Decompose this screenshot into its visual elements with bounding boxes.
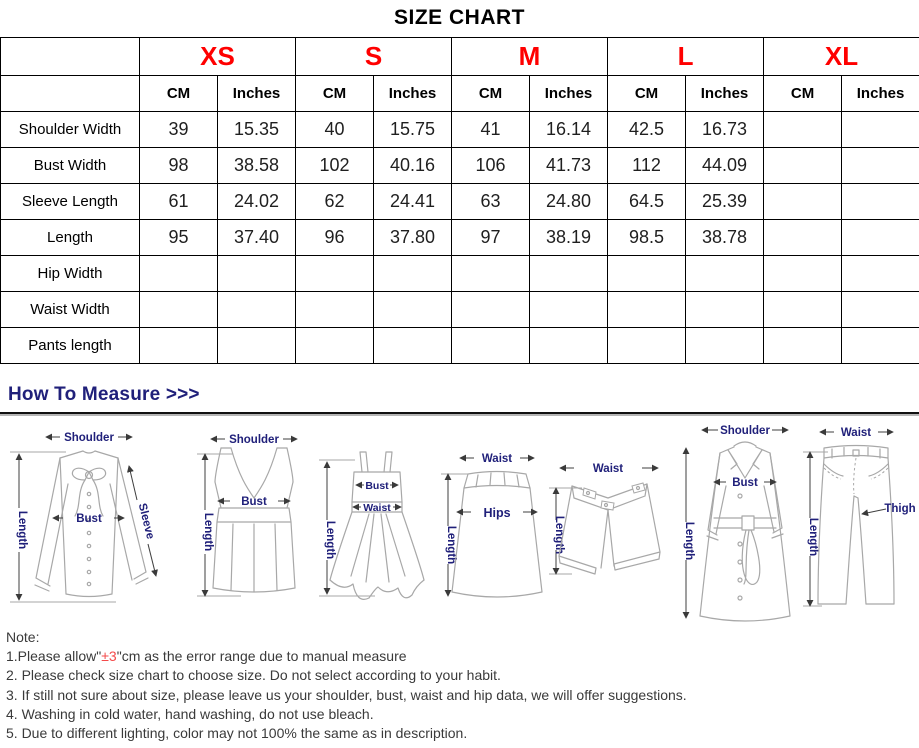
row-label: Sleeve Length xyxy=(1,184,140,220)
cell: 97 xyxy=(452,220,530,256)
cell xyxy=(608,328,686,364)
cell xyxy=(296,292,374,328)
shorts-diagram xyxy=(546,456,672,604)
table-row xyxy=(1,148,919,184)
waist-label: Waist xyxy=(481,453,513,465)
unit-header-row xyxy=(1,76,919,112)
cell: 40 xyxy=(296,112,374,148)
cell xyxy=(452,328,530,364)
cell: 38.78 xyxy=(686,220,764,256)
jeans-diagram xyxy=(800,422,918,620)
cell xyxy=(296,328,374,364)
cell xyxy=(452,292,530,328)
table-row xyxy=(1,256,919,292)
error-range-value: ±3 xyxy=(101,648,117,665)
length-label: Length xyxy=(202,512,214,552)
cell: 98 xyxy=(140,148,218,184)
length-label: Length xyxy=(16,510,28,550)
cell xyxy=(218,292,296,328)
cell: 63 xyxy=(452,184,530,220)
cell: 102 xyxy=(296,148,374,184)
waist-label: Waist xyxy=(840,427,872,439)
unit-header-cm: CM xyxy=(452,76,530,112)
row-label: Shoulder Width xyxy=(1,112,140,148)
size-chart-table xyxy=(0,37,919,364)
length-label: Length xyxy=(553,515,565,555)
cell: 16.73 xyxy=(686,112,764,148)
size-header-row xyxy=(1,38,919,76)
length-label: Length xyxy=(445,525,457,565)
cell: 40.16 xyxy=(374,148,452,184)
cell xyxy=(530,292,608,328)
waist-label: Waist xyxy=(363,502,391,514)
cell: 38.58 xyxy=(218,148,296,184)
cell xyxy=(374,292,452,328)
unit-header-inches: Inches xyxy=(374,76,452,112)
cell xyxy=(764,256,842,292)
how-to-measure-heading: How To Measure >>> xyxy=(8,384,200,405)
cell xyxy=(608,292,686,328)
cell xyxy=(608,256,686,292)
note-line-2: 2. Please check size chart to choose size. Do not select according to your habit. xyxy=(6,667,501,684)
hips-label: Hips xyxy=(483,506,511,520)
cell xyxy=(842,328,919,364)
cell: 96 xyxy=(296,220,374,256)
bust-label: Bust xyxy=(365,480,389,492)
unit-header-cm: CM xyxy=(764,76,842,112)
cell: 15.35 xyxy=(218,112,296,148)
shoulder-label: Shoulder xyxy=(64,432,114,444)
cell: 106 xyxy=(452,148,530,184)
waist-label: Waist xyxy=(592,463,624,475)
cell: 24.02 xyxy=(218,184,296,220)
cell xyxy=(686,292,764,328)
bust-label: Bust xyxy=(241,496,267,508)
cell xyxy=(842,220,919,256)
corner-cell xyxy=(1,76,140,112)
cell xyxy=(842,292,919,328)
thigh-label: Thigh xyxy=(884,503,916,515)
cell xyxy=(452,256,530,292)
note-line-1: 1.Please allow"±3"cm as the error range due to manual measure xyxy=(6,648,407,665)
cell: 24.80 xyxy=(530,184,608,220)
cell xyxy=(140,256,218,292)
unit-header-inches: Inches xyxy=(842,76,919,112)
cell xyxy=(764,220,842,256)
bust-label: Bust xyxy=(732,477,758,489)
bust-label: Bust xyxy=(76,513,102,525)
cell: 37.80 xyxy=(374,220,452,256)
cell xyxy=(764,148,842,184)
cell xyxy=(842,112,919,148)
cell xyxy=(374,256,452,292)
cell: 41 xyxy=(452,112,530,148)
shoulder-label: Shoulder xyxy=(720,425,770,437)
sleeve-label: Sleeve xyxy=(135,502,157,541)
row-label: Bust Width xyxy=(1,148,140,184)
buttons xyxy=(738,494,742,600)
cell xyxy=(530,256,608,292)
note-line-5: 5. Due to different lighting, color may not 100% the same as in description. xyxy=(6,725,468,742)
cell: 37.40 xyxy=(218,220,296,256)
divider-rule xyxy=(0,412,919,416)
row-label: Waist Width xyxy=(1,292,140,328)
buttons xyxy=(87,492,90,585)
cell xyxy=(218,256,296,292)
coat-diagram xyxy=(672,420,814,628)
cell: 15.75 xyxy=(374,112,452,148)
cell: 95 xyxy=(140,220,218,256)
table-row xyxy=(1,112,919,148)
table-row xyxy=(1,328,919,364)
notes-heading: Note: xyxy=(6,629,40,645)
cell xyxy=(140,292,218,328)
cell xyxy=(218,328,296,364)
cell: 24.41 xyxy=(374,184,452,220)
cell: 62 xyxy=(296,184,374,220)
cell xyxy=(842,184,919,220)
skirt-diagram xyxy=(438,446,550,614)
corner-cell xyxy=(1,38,140,76)
note-line-4: 4. Washing in cold water, hand washing, do not use bleach. xyxy=(6,705,374,722)
cell xyxy=(842,256,919,292)
cell xyxy=(530,328,608,364)
cell: 38.19 xyxy=(530,220,608,256)
notes-section xyxy=(6,628,911,743)
cell: 39 xyxy=(140,112,218,148)
size-header-m: M xyxy=(452,38,608,76)
unit-header-inches: Inches xyxy=(530,76,608,112)
shoulder-label: Shoulder xyxy=(229,434,279,446)
length-label: Length xyxy=(683,521,695,561)
size-header-xl: XL xyxy=(764,38,919,76)
cell: 16.14 xyxy=(530,112,608,148)
cell: 41.73 xyxy=(530,148,608,184)
cell xyxy=(764,112,842,148)
cell xyxy=(374,328,452,364)
unit-header-cm: CM xyxy=(296,76,374,112)
size-header-s: S xyxy=(296,38,452,76)
cell: 64.5 xyxy=(608,184,686,220)
cell xyxy=(296,256,374,292)
dress-diagram xyxy=(315,446,439,622)
cell: 25.39 xyxy=(686,184,764,220)
row-label: Pants length xyxy=(1,328,140,364)
cell xyxy=(764,184,842,220)
cell xyxy=(764,292,842,328)
cell: 98.5 xyxy=(608,220,686,256)
cell: 112 xyxy=(608,148,686,184)
length-label: Length xyxy=(324,520,336,560)
cell xyxy=(686,256,764,292)
size-header-l: L xyxy=(608,38,764,76)
unit-header-cm: CM xyxy=(140,76,218,112)
cell xyxy=(842,148,919,184)
table-row xyxy=(1,220,919,256)
cell: 44.09 xyxy=(686,148,764,184)
table-row xyxy=(1,292,919,328)
row-label: Hip Width xyxy=(1,256,140,292)
unit-header-inches: Inches xyxy=(218,76,296,112)
page-title: SIZE CHART xyxy=(394,6,525,29)
size-header-xs: XS xyxy=(140,38,296,76)
cell xyxy=(764,328,842,364)
row-label: Length xyxy=(1,220,140,256)
note-line-3: 3. If still not sure about size, please leave us your shoulder, bust, waist and hip data, we will offer suggestions. xyxy=(6,686,687,703)
cell xyxy=(686,328,764,364)
cell: 61 xyxy=(140,184,218,220)
table-row xyxy=(1,184,919,220)
length-label: Length xyxy=(807,517,819,557)
cell: 42.5 xyxy=(608,112,686,148)
unit-header-inches: Inches xyxy=(686,76,764,112)
unit-header-cm: CM xyxy=(608,76,686,112)
blouse-diagram xyxy=(6,422,192,624)
tank-top-diagram xyxy=(193,426,316,616)
cell xyxy=(140,328,218,364)
